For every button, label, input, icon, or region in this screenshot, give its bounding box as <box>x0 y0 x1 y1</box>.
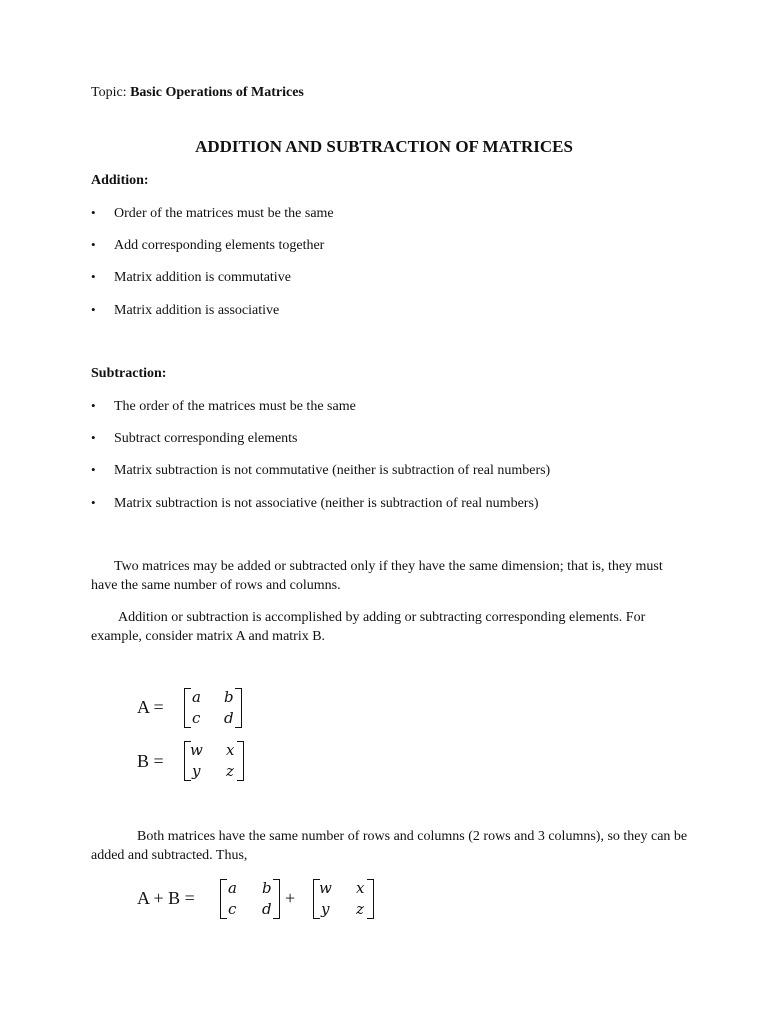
list-item-text: Matrix addition is associative <box>114 303 280 318</box>
addition-item-1 <box>91 205 334 222</box>
list-item-text: Matrix subtraction is not commutative (neither is subtraction of real numbers) <box>114 463 551 478</box>
matrix-a-cell: a <box>228 879 237 897</box>
matrix-b-cell: z <box>356 900 364 918</box>
list-item-text: Order of the matrices must be the same <box>114 206 334 221</box>
sum-matrix-a <box>220 879 280 919</box>
matrix-b-cell: w <box>319 879 332 897</box>
list-item-text: Matrix addition is commutative <box>114 270 291 285</box>
topic-line <box>91 85 304 101</box>
matrix-a <box>184 688 242 728</box>
bullet-icon: • <box>91 269 96 284</box>
paragraph-1: Two matrices may be added or subtracted only if they have the same dimension; that is, they must have the same number of rows and columns. <box>91 559 663 593</box>
matrix-b-cell: x <box>356 879 365 897</box>
matrix-b-cell: y <box>321 900 330 918</box>
bullet-icon: • <box>91 205 96 220</box>
paragraph-2: Addition or subtraction is accomplished by adding or subtracting corresponding elements. For example, consider matrix A and matrix B. <box>91 610 646 644</box>
matrix-a-cell: c <box>192 709 201 727</box>
subtraction-item-2 <box>91 430 298 447</box>
paragraph-3: Both matrices have the same number of rows and columns (2 rows and 3 columns), so they can be added and subtracted. Thus, <box>91 829 688 863</box>
bullet-icon: • <box>91 302 96 317</box>
addition-item-2 <box>91 237 324 254</box>
sum-matrix-b <box>313 879 374 919</box>
addition-item-3 <box>91 269 291 286</box>
right-bracket <box>367 879 374 919</box>
topic-label: Topic: <box>91 85 127 100</box>
matrix-a-cell: d <box>224 709 234 727</box>
subtraction-item-1 <box>91 398 356 415</box>
list-item-text: Matrix subtraction is not associative (neither is subtraction of real numbers) <box>114 496 539 511</box>
matrix-a-label: A = <box>137 697 164 717</box>
page-title: ADDITION AND SUBTRACTION OF MATRICES <box>195 137 573 156</box>
plus-sign: + <box>285 888 296 908</box>
right-bracket <box>235 688 242 728</box>
subtraction-item-4 <box>91 495 539 512</box>
matrix-b <box>184 741 244 781</box>
right-bracket <box>237 741 244 781</box>
matrix-a-cell: b <box>224 688 234 706</box>
matrix-b-label: B = <box>137 751 164 771</box>
right-bracket <box>273 879 280 919</box>
matrix-b-cell: x <box>226 741 235 759</box>
bullet-icon: • <box>91 398 96 413</box>
list-item-text: The order of the matrices must be the same <box>114 399 356 414</box>
bullet-icon: • <box>91 237 96 252</box>
matrix-a-cell: a <box>192 688 201 706</box>
matrix-a-cell: b <box>262 879 272 897</box>
bullet-icon: • <box>91 430 96 445</box>
matrix-b-cell: z <box>226 762 234 780</box>
bullet-icon: • <box>91 495 96 510</box>
subtraction-heading: Subtraction: <box>91 366 167 381</box>
matrix-a-cell: c <box>228 900 237 918</box>
subtraction-item-3 <box>91 462 550 479</box>
left-bracket <box>220 879 227 919</box>
matrix-b-cell: w <box>190 741 203 759</box>
addition-item-4 <box>91 302 279 319</box>
bullet-icon: • <box>91 462 96 477</box>
addition-heading: Addition: <box>91 173 149 188</box>
list-item-text: Add corresponding elements together <box>114 238 325 253</box>
matrix-b-cell: y <box>192 762 201 780</box>
matrix-a-cell: d <box>262 900 272 918</box>
left-bracket <box>184 688 191 728</box>
list-item-text: Subtract corresponding elements <box>114 431 298 446</box>
sum-equation-label: A + B = <box>137 888 195 908</box>
topic-value: Basic Operations of Matrices <box>130 85 304 100</box>
